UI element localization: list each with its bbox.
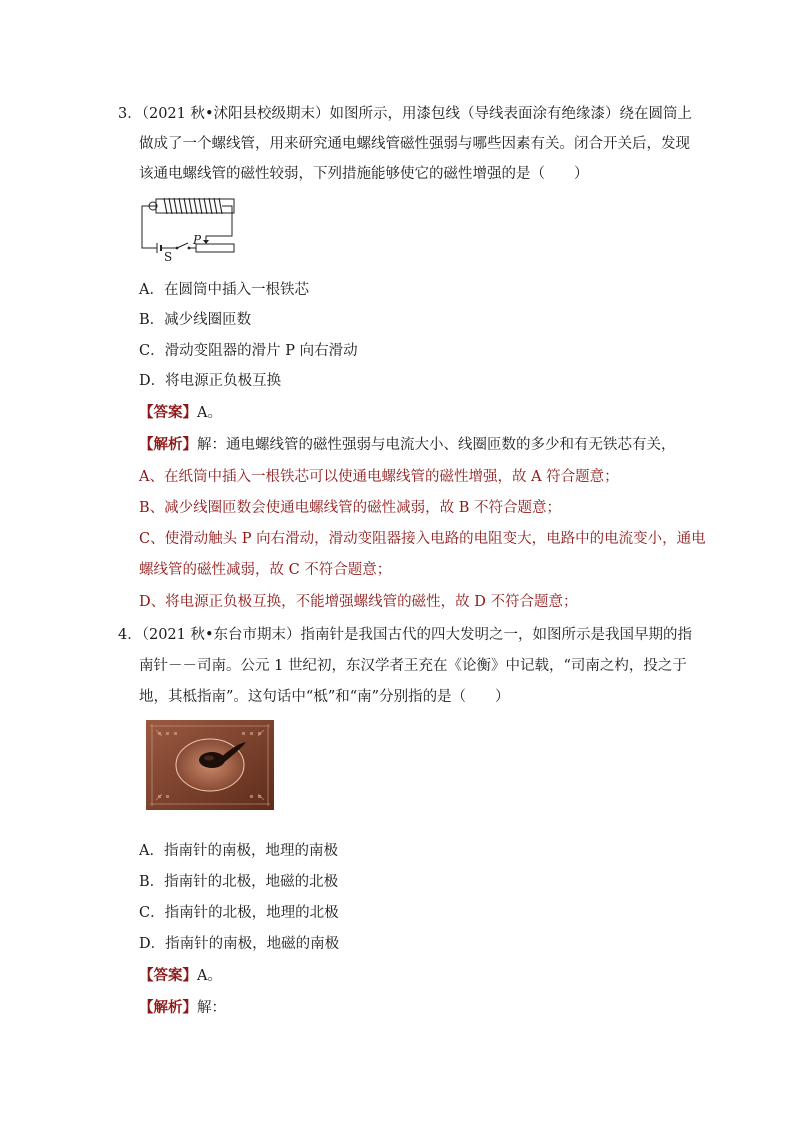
- answer-value: A。: [197, 968, 222, 984]
- q4-option-b: B．指南针的北极，地磁的北极: [139, 874, 339, 890]
- answer-label: 【答案】: [139, 404, 197, 421]
- q3-analysis-line-b: B、减少线圈匝数会使通电螺线管的磁性减弱，故 B 不符合题意；: [139, 500, 562, 516]
- q3-stem-line-2: 做成了一个螺线管，用来研究通电螺线管磁性强弱与哪些因素有关。闭合开关后，发现: [139, 136, 690, 152]
- q3-answer: [139, 403, 222, 423]
- solenoid-circuit-figure: [140, 194, 240, 264]
- sinan-compass-image: [146, 720, 274, 810]
- q4-answer: [139, 966, 222, 986]
- q3-analysis-line-a: A、在纸筒中插入一根铁芯可以使通电螺线管的磁性增强，故 A 符合题意；: [139, 469, 619, 485]
- analysis-intro-text: 解：: [197, 1000, 226, 1016]
- q4-option-a: A．指南针的南极，地理的南极: [139, 843, 338, 859]
- q3-option-a: A．在圆筒中插入一根铁芯: [139, 282, 309, 298]
- q4-stem-line-1: 4．（2021 秋•东台市期末）指南针是我国古代的四大发明之一，如图所示是我国早期的指: [118, 627, 693, 643]
- q3-stem-line-1: 3．（2021 秋•沭阳县校级期末）如图所示，用漆包线（导线表面涂有绝缘漆）绕在圆筒上: [118, 106, 693, 122]
- q3-option-b: B．减少线圈匝数: [139, 312, 252, 328]
- q3-option-c: C．滑动变阻器的滑片 P 向右滑动: [139, 343, 358, 359]
- q4-option-d: D．指南针的南极，地磁的南极: [139, 936, 340, 952]
- answer-value: A。: [197, 405, 222, 421]
- q4-stem-line-2: 南针－－司南。公元 1 世纪初，东汉学者王充在《论衡》中记载，“司南之杓，投之于: [139, 658, 687, 674]
- q3-analysis-line-d: D、将电源正负极互换，不能增强螺线管的磁性，故 D 不符合题意；: [139, 594, 578, 610]
- analysis-label: 【解析】: [139, 999, 197, 1016]
- q3-analysis-intro: [139, 435, 676, 455]
- q3-stem-line-3: 该通电螺线管的磁性较弱，下列措施能够使它的磁性增强的是（ ）: [139, 166, 589, 182]
- analysis-intro-text: 解：通电螺线管的磁性强弱与电流大小、线圈匝数的多少和有无铁芯有关，: [197, 437, 676, 453]
- q4-analysis-intro: [139, 998, 226, 1018]
- q3-analysis-line-c: C、使滑动触头 P 向右滑动，滑动变阻器接入电路的电阻变大，电路中的电流变小，通电: [139, 531, 706, 547]
- analysis-label: 【解析】: [139, 436, 197, 453]
- answer-label: 【答案】: [139, 967, 197, 984]
- figure-label-p: P: [193, 233, 202, 247]
- q3-analysis-line-c-cont: 螺线管的磁性减弱，故 C 不符合题意；: [139, 562, 392, 578]
- q4-stem-line-3: 地，其柢指南”。这句话中“柢”和“南”分别指的是（ ）: [139, 689, 510, 705]
- q4-option-c: C．指南针的北极，地理的北极: [139, 905, 339, 921]
- q3-option-d: D．将电源正负极互换: [139, 373, 282, 389]
- figure-label-s: S: [164, 250, 173, 264]
